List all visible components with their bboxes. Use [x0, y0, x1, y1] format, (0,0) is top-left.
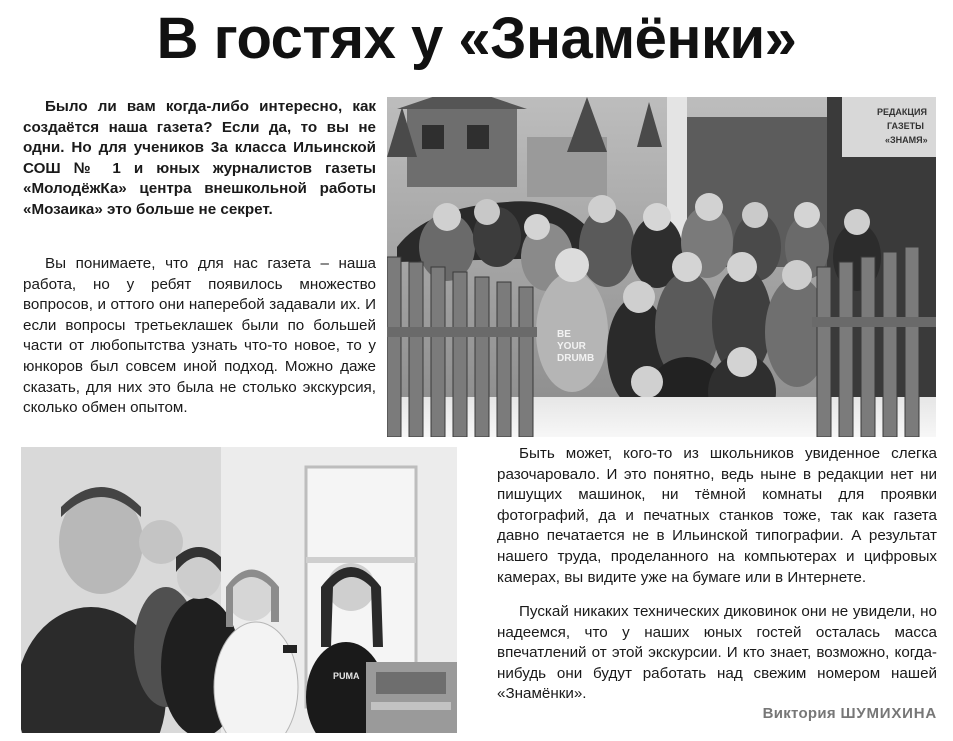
sign-line: РЕДАКЦИЯ — [877, 107, 927, 117]
author-surname: ШУМИХИНА — [840, 705, 937, 722]
author-byline — [763, 705, 937, 722]
sign-line: «ЗНАМЯ» — [885, 135, 928, 145]
sweater-line: DRUMB — [557, 353, 595, 364]
group-photo — [387, 97, 936, 437]
shirt-text: PUMA — [333, 671, 360, 681]
article-paragraph: Вы понимаете, что для нас газета – наша работа, но у ребят появилось множество вопросов, и оттого они наперебой задавали их. И если вопросы третьеклашек были по большей части от любопытства узнать что-то новое, то у юнкоров был совсем иной подход. Можно даже сказать, для них это была не столько экскурсия, сколько обмен опытом. — [23, 255, 376, 417]
article-paragraph: Быть может, кого-то из школьников увиденное слегка разочаровало. И это понятно, ведь ныне в редакции нет ни пишущих машинок, ни тёмной комнаты для проявки фотографий, да и печатных станков тоже, так как газета давно печатается не в Ильинской типографии. А результат нашего труда, проделанного на компьютерах и цифровых камерах, вы видите уже на бумаге или в Интернете. — [497, 445, 937, 586]
article-lead: Было ли вам когда-либо интересно, как создаётся наша газета? Если да, то вы не одни. Но для учеников 3а класса Ильинской СОШ № 1 и юных журналистов газеты «МолодёжКа» центра внешкольной работы «Мозаика» это больше не секрет. — [23, 98, 376, 218]
office-photo — [21, 447, 457, 733]
sign-line: ГАЗЕТЫ — [887, 121, 924, 131]
article-paragraph: Пускай никаких технических диковинок они не увидели, но надеемся, что у наших юных гостей осталась масса впечатлений от этой экскурсии. И кто знает, возможно, когда-нибудь они будут работать над свежим номером нашей «Знамёнки». — [497, 603, 937, 703]
author-first-name: Виктория — [762, 705, 836, 722]
sweater-line: BE — [557, 329, 571, 340]
article-title: В гостях у «Знамёнки» — [156, 6, 797, 71]
sweater-line: YOUR — [557, 341, 586, 352]
